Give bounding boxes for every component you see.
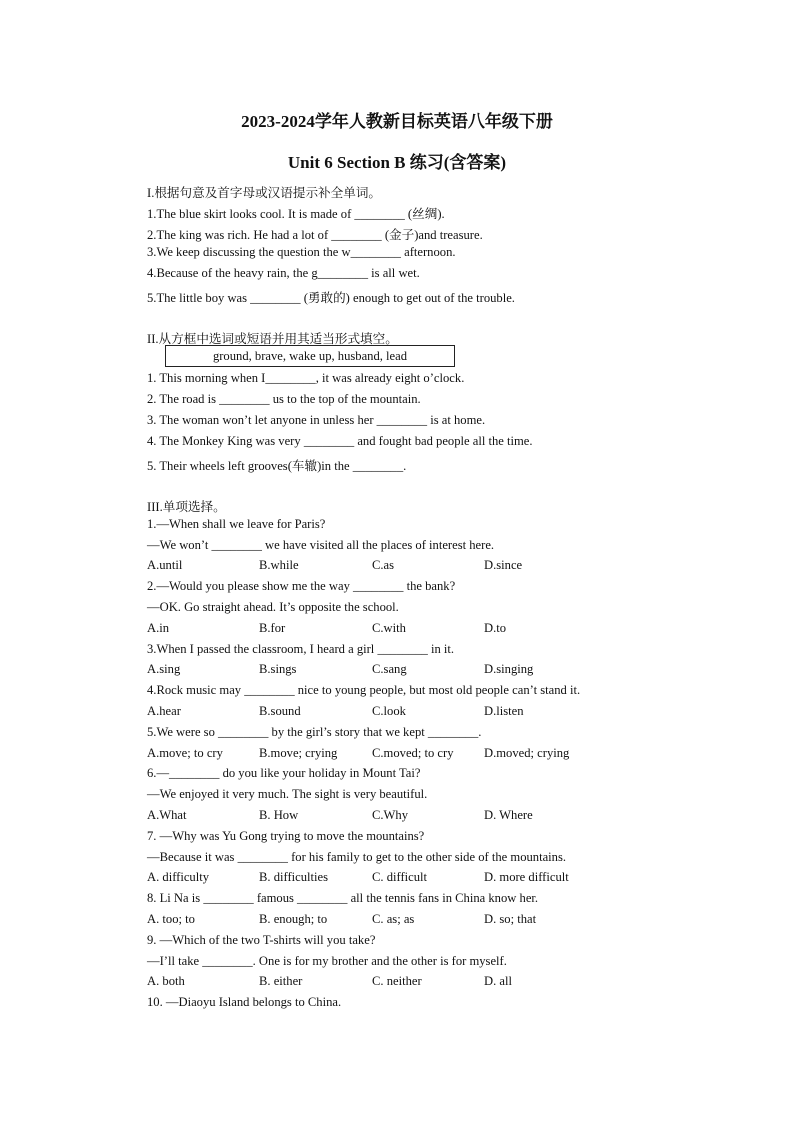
option-d: D. more difficult (484, 870, 569, 884)
option-d: D.since (484, 558, 523, 572)
option-d: D. so; that (484, 912, 537, 926)
option-d: D.to (484, 621, 507, 635)
part1-item: 5.The little boy was ________ (勇敢的) enough to get out of the trouble. (147, 291, 515, 305)
question-line: 2.—Would you please show me the way ________ the bank? (147, 579, 456, 593)
option-a: A.What (147, 808, 187, 822)
option-c: C.as (372, 558, 395, 572)
option-a: A.in (147, 621, 170, 635)
option-c: C. as; as (372, 912, 415, 926)
option-b: B.sings (259, 662, 297, 676)
option-a: A. difficulty (147, 870, 210, 884)
option-b: B.move; crying (259, 746, 338, 760)
part2-item: 2. The road is ________ us to the top of the mountain. (147, 392, 421, 406)
question-line: —I’ll take ________. One is for my brother and the other is for myself. (147, 954, 507, 968)
word-box: ground, brave, wake up, husband, lead (165, 345, 455, 367)
option-c: C.sang (372, 662, 407, 676)
option-d: D.moved; crying (484, 746, 570, 760)
document-title: 2023-2024学年人教新目标英语八年级下册 (241, 112, 553, 131)
question-line: —OK. Go straight ahead. It’s opposite the school. (147, 600, 399, 614)
question-line: 10. —Diaoyu Island belongs to China. (147, 995, 342, 1009)
option-b: B. either (259, 974, 303, 988)
option-a: A.move; to cry (147, 746, 223, 760)
document-subtitle: Unit 6 Section B 练习(含答案) (287, 153, 507, 172)
part2-item: 5. Their wheels left grooves(车辙)in the ________. (147, 459, 407, 473)
question-line: 9. —Which of the two T-shirts will you take? (147, 933, 376, 947)
question-line: —Because it was ________ for his family to get to the other side of the mountains. (147, 850, 567, 864)
option-c: C.with (372, 621, 406, 635)
question-line: —We won’t ________ we have visited all the places of interest here. (147, 538, 495, 552)
question-line: 7. —Why was Yu Gong trying to move the mountains? (147, 829, 425, 843)
question-line: 8. Li Na is ________ famous ________ all the tennis fans in China know her. (147, 891, 539, 905)
option-b: B.for (259, 621, 286, 635)
option-b: B.sound (259, 704, 301, 718)
part2-item: 1. This morning when I________, it was already eight o’clock. (147, 371, 465, 385)
question-line: 6.—________ do you like your holiday in Mount Tai? (147, 766, 421, 780)
question-line: 4.Rock music may ________ nice to young people, but most old people can’t stand it. (147, 683, 581, 697)
option-a: A.sing (147, 662, 181, 676)
part3-heading: III.单项选择。 (147, 500, 226, 514)
option-c: C.look (372, 704, 406, 718)
option-c: C.moved; to cry (372, 746, 454, 760)
part1-item: 1.The blue skirt looks cool. It is made of ________ (丝绸). (147, 207, 445, 221)
option-b: B. How (259, 808, 299, 822)
question-line: —We enjoyed it very much. The sight is very beautiful. (147, 787, 428, 801)
option-b: B. enough; to (259, 912, 328, 926)
option-b: B. difficulties (259, 870, 329, 884)
question-line: 5.We were so ________ by the girl’s story that we kept ________. (147, 725, 482, 739)
option-d: D. Where (484, 808, 533, 822)
option-a: A. too; to (147, 912, 195, 926)
option-b: B.while (259, 558, 299, 572)
option-d: D.singing (484, 662, 534, 676)
part2-heading: II.从方框中选词或短语并用其适当形式填空。 (147, 332, 398, 346)
option-c: C. neither (372, 974, 422, 988)
part1-item: 4.Because of the heavy rain, the g________ is all wet. (147, 266, 420, 280)
option-d: D.listen (484, 704, 524, 718)
part1-heading: I.根据句意及首字母或汉语提示补全单词。 (147, 186, 382, 200)
question-line: 3.When I passed the classroom, I heard a girl ________ in it. (147, 642, 455, 656)
option-a: A.hear (147, 704, 181, 718)
question-line: 1.—When shall we leave for Paris? (147, 517, 326, 531)
option-d: D. all (484, 974, 512, 988)
part1-item: 2.The king was rich. He had a lot of ________ (金子)and treasure. (147, 228, 483, 242)
option-a: A. both (147, 974, 185, 988)
part2-item: 4. The Monkey King was very ________ and fought bad people all the time. (147, 434, 533, 448)
option-c: C.Why (372, 808, 409, 822)
part2-item: 3. The woman won’t let anyone in unless her ________ is at home. (147, 413, 486, 427)
option-a: A.until (147, 558, 183, 572)
part1-item: 3.We keep discussing the question the w________ afternoon. (147, 245, 456, 259)
option-c: C. difficult (372, 870, 428, 884)
